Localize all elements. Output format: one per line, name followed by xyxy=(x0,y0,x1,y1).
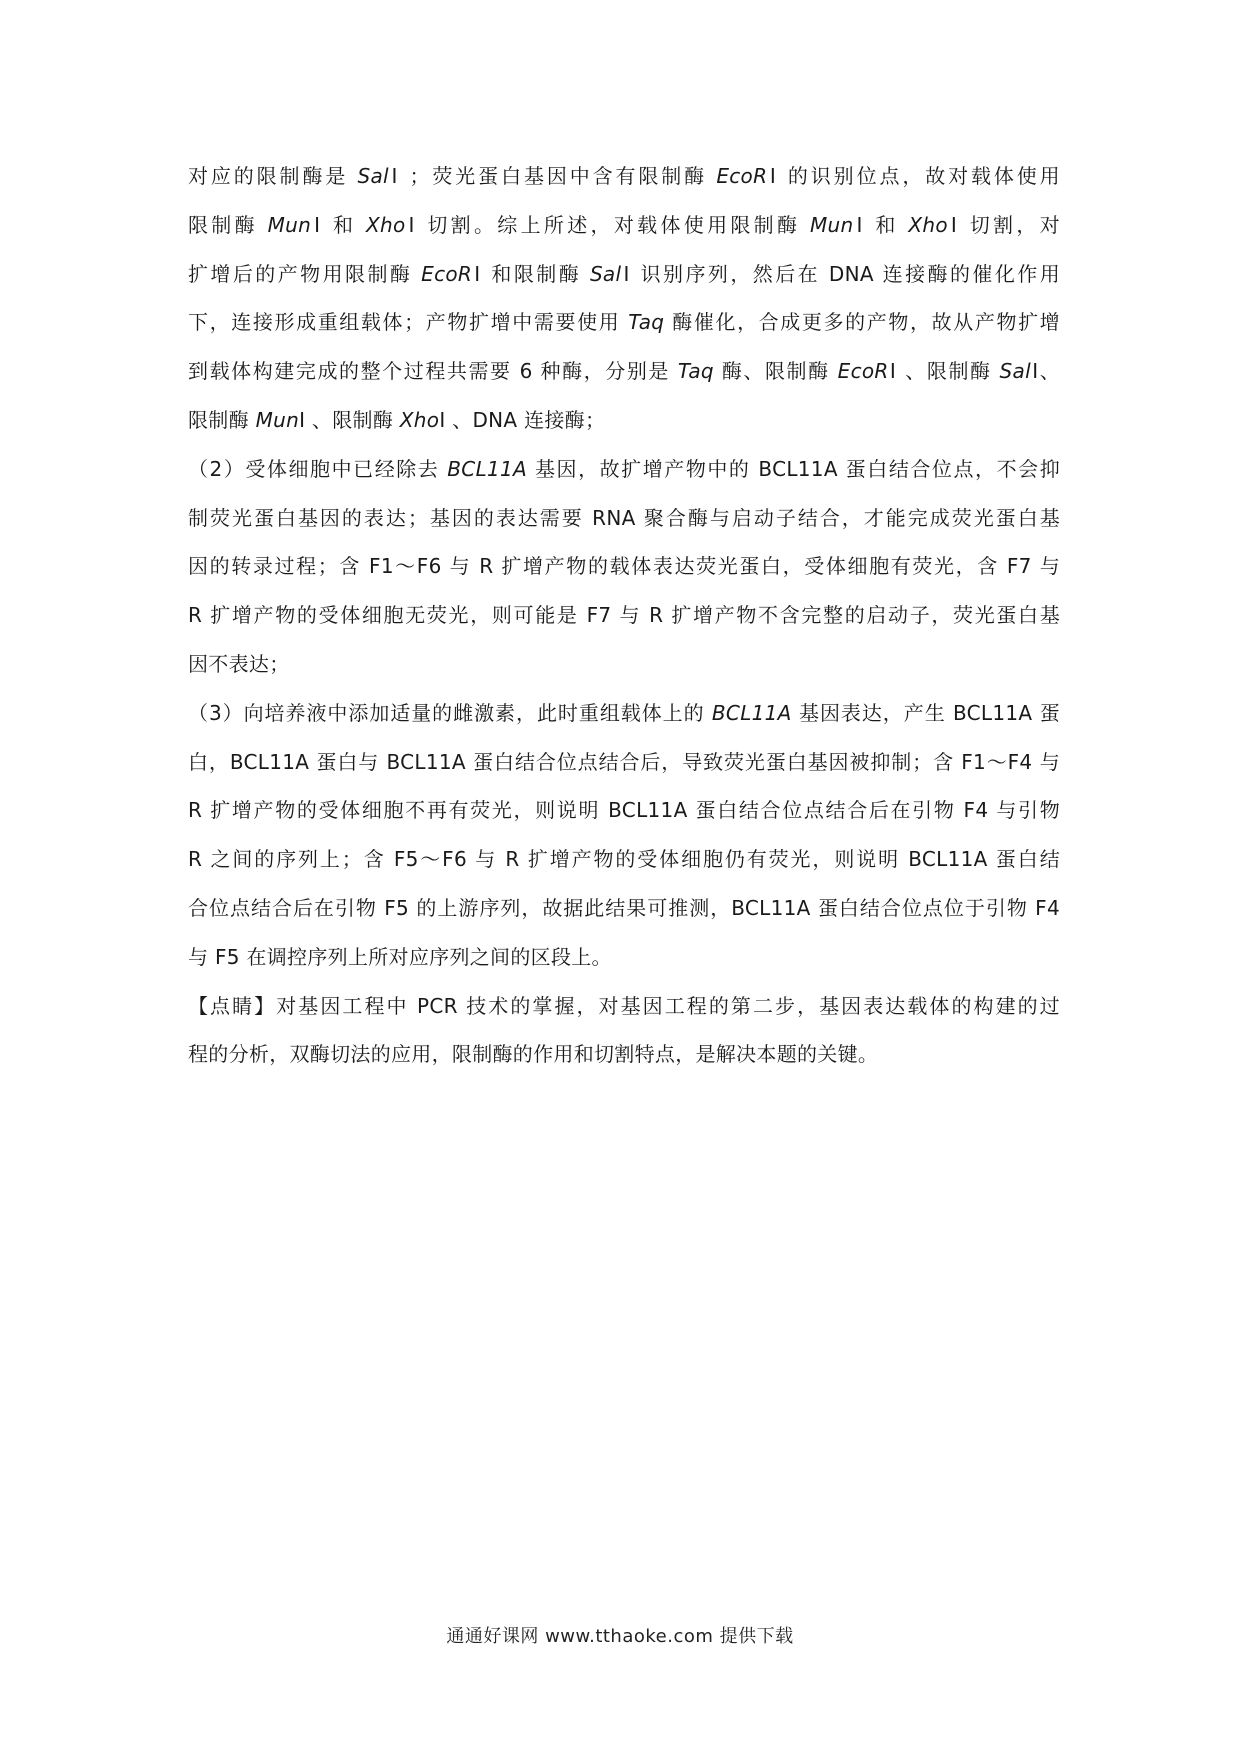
text-line xyxy=(188,152,1060,201)
text-segment: Ⅰ 、限制酶 xyxy=(888,359,1000,384)
text-segment: 限制酶 xyxy=(188,212,268,237)
italic-term: EcoR xyxy=(716,164,768,188)
text-segment: Ⅰ 和 xyxy=(853,212,909,237)
text-segment: R 之间的序列上；含 F5～F6 与 R 扩增产物的受体细胞仍有荧光，则说明 BCL11A 蛋白结 xyxy=(188,847,1060,872)
text-line xyxy=(188,738,1060,787)
text-segment: 制荧光蛋白基因的表达；基因的表达需要 RNA 聚合酶与启动子结合，才能完成荧光蛋白基 xyxy=(188,505,1060,530)
text-segment: 限制酶 xyxy=(188,407,256,432)
text-line xyxy=(188,689,1060,738)
text-line xyxy=(188,298,1060,347)
text-segment: 因的转录过程；含 F1～F6 与 R 扩增产物的载体表达荧光蛋白，受体细胞有荧光，含 F7 与 xyxy=(188,554,1060,579)
text-segment: Ⅰ 、DNA 连接酶； xyxy=(439,407,606,432)
text-segment: Ⅰ 切割，对 xyxy=(947,212,1060,237)
text-line xyxy=(188,1030,1060,1079)
answer-explanation-text xyxy=(188,152,1060,1079)
text-line xyxy=(188,591,1060,640)
text-line xyxy=(188,347,1060,396)
italic-term: Xho xyxy=(399,407,440,432)
text-segment: 基因，故扩增产物中的 BCL11A 蛋白结合位点，不会抑 xyxy=(527,456,1060,481)
text-segment: （3）向培养液中添加适量的雌激素，此时重组载体上的 xyxy=(188,700,712,725)
italic-term: Xho xyxy=(908,212,948,237)
text-segment: Ⅰ 切割。综上所述，对载体使用限制酶 xyxy=(405,212,810,237)
italic-term: Mun xyxy=(809,212,854,237)
text-segment: 与 F5 在调控序列上所对应序列之间的区段上。 xyxy=(188,944,612,969)
text-segment: 白，BCL11A 蛋白与 BCL11A 蛋白结合位点结合后，导致荧光蛋白基因被抑制；含 F1～F4 与 xyxy=(188,749,1060,774)
text-line xyxy=(188,494,1060,543)
text-segment: 下，连接形成重组载体；产物扩增中需要使用 xyxy=(188,310,629,335)
text-segment: 程的分析，双酶切法的应用，限制酶的作用和切割特点，是解决本题的关键。 xyxy=(188,1042,879,1067)
italic-term: Mun xyxy=(255,407,300,432)
text-segment: Ⅰ 和 xyxy=(311,212,366,237)
text-segment: Ⅰ 识别序列，然后在 DNA 连接酶的催化作用 xyxy=(621,261,1060,286)
italic-term: EcoR xyxy=(421,261,473,286)
italic-term: BCL11A xyxy=(447,456,528,481)
text-line xyxy=(188,640,1060,689)
italic-term: Taq xyxy=(628,310,665,335)
italic-term: Mun xyxy=(267,212,312,237)
footer-source-line: 通通好课网 www.tthaoke.com 提供下载 xyxy=(446,1626,794,1647)
text-segment: 酶、限制酶 xyxy=(713,359,838,384)
text-segment: R 扩增产物的受体细胞无荧光，则可能是 F7 与 R 扩增产物不含完整的启动子，荧光蛋白基 xyxy=(188,603,1060,628)
italic-term: Sal xyxy=(999,359,1031,384)
text-segment: Ⅰ、 xyxy=(1030,359,1061,384)
text-segment: 因不表达； xyxy=(188,651,290,676)
text-line xyxy=(188,835,1060,884)
text-segment: Ⅰ 和限制酶 xyxy=(472,261,590,286)
text-segment: 合位点结合后在引物 F5 的上游序列，故据此结果可推测，BCL11A 蛋白结合位点位于引物 F4 xyxy=(188,895,1060,920)
text-line xyxy=(188,396,1060,445)
text-segment: Ⅰ 的识别位点，故对载体使用 xyxy=(767,164,1060,188)
text-line xyxy=(188,786,1060,835)
italic-term: EcoR xyxy=(837,359,889,384)
text-line xyxy=(188,250,1060,299)
text-segment: （2）受体细胞中已经除去 xyxy=(188,456,448,481)
text-segment: 【点睛】对基因工程中 PCR 技术的掌握，对基因工程的第二步，基因表达载体的构建的过 xyxy=(188,993,1060,1018)
text-segment: 扩增后的产物用限制酶 xyxy=(188,261,422,286)
text-segment: R 扩增产物的受体细胞不再有荧光，则说明 BCL11A 蛋白结合位点结合后在引物 F4 与引物 xyxy=(188,798,1060,823)
italic-term: BCL11A xyxy=(711,700,792,725)
text-segment: 到载体构建完成的整个过程共需要 6 种酶，分别是 xyxy=(188,359,678,384)
text-line xyxy=(188,884,1060,933)
text-line xyxy=(188,542,1060,591)
italic-term: Taq xyxy=(677,359,714,384)
text-segment: 对应的限制酶是 xyxy=(188,164,358,188)
text-line xyxy=(188,201,1060,250)
text-segment: 基因表达，产生 BCL11A 蛋 xyxy=(791,700,1060,725)
text-segment: Ⅰ ；荧光蛋白基因中含有限制酶 xyxy=(388,164,717,188)
text-segment: Ⅰ 、限制酶 xyxy=(299,407,400,432)
italic-term: Sal xyxy=(357,164,389,188)
italic-term: Sal xyxy=(589,261,622,286)
text-segment: 酶催化，合成更多的产物，故从产物扩增 xyxy=(664,310,1060,335)
text-line xyxy=(188,933,1060,982)
text-line xyxy=(188,982,1060,1031)
text-line xyxy=(188,445,1060,494)
italic-term: Xho xyxy=(365,212,406,237)
